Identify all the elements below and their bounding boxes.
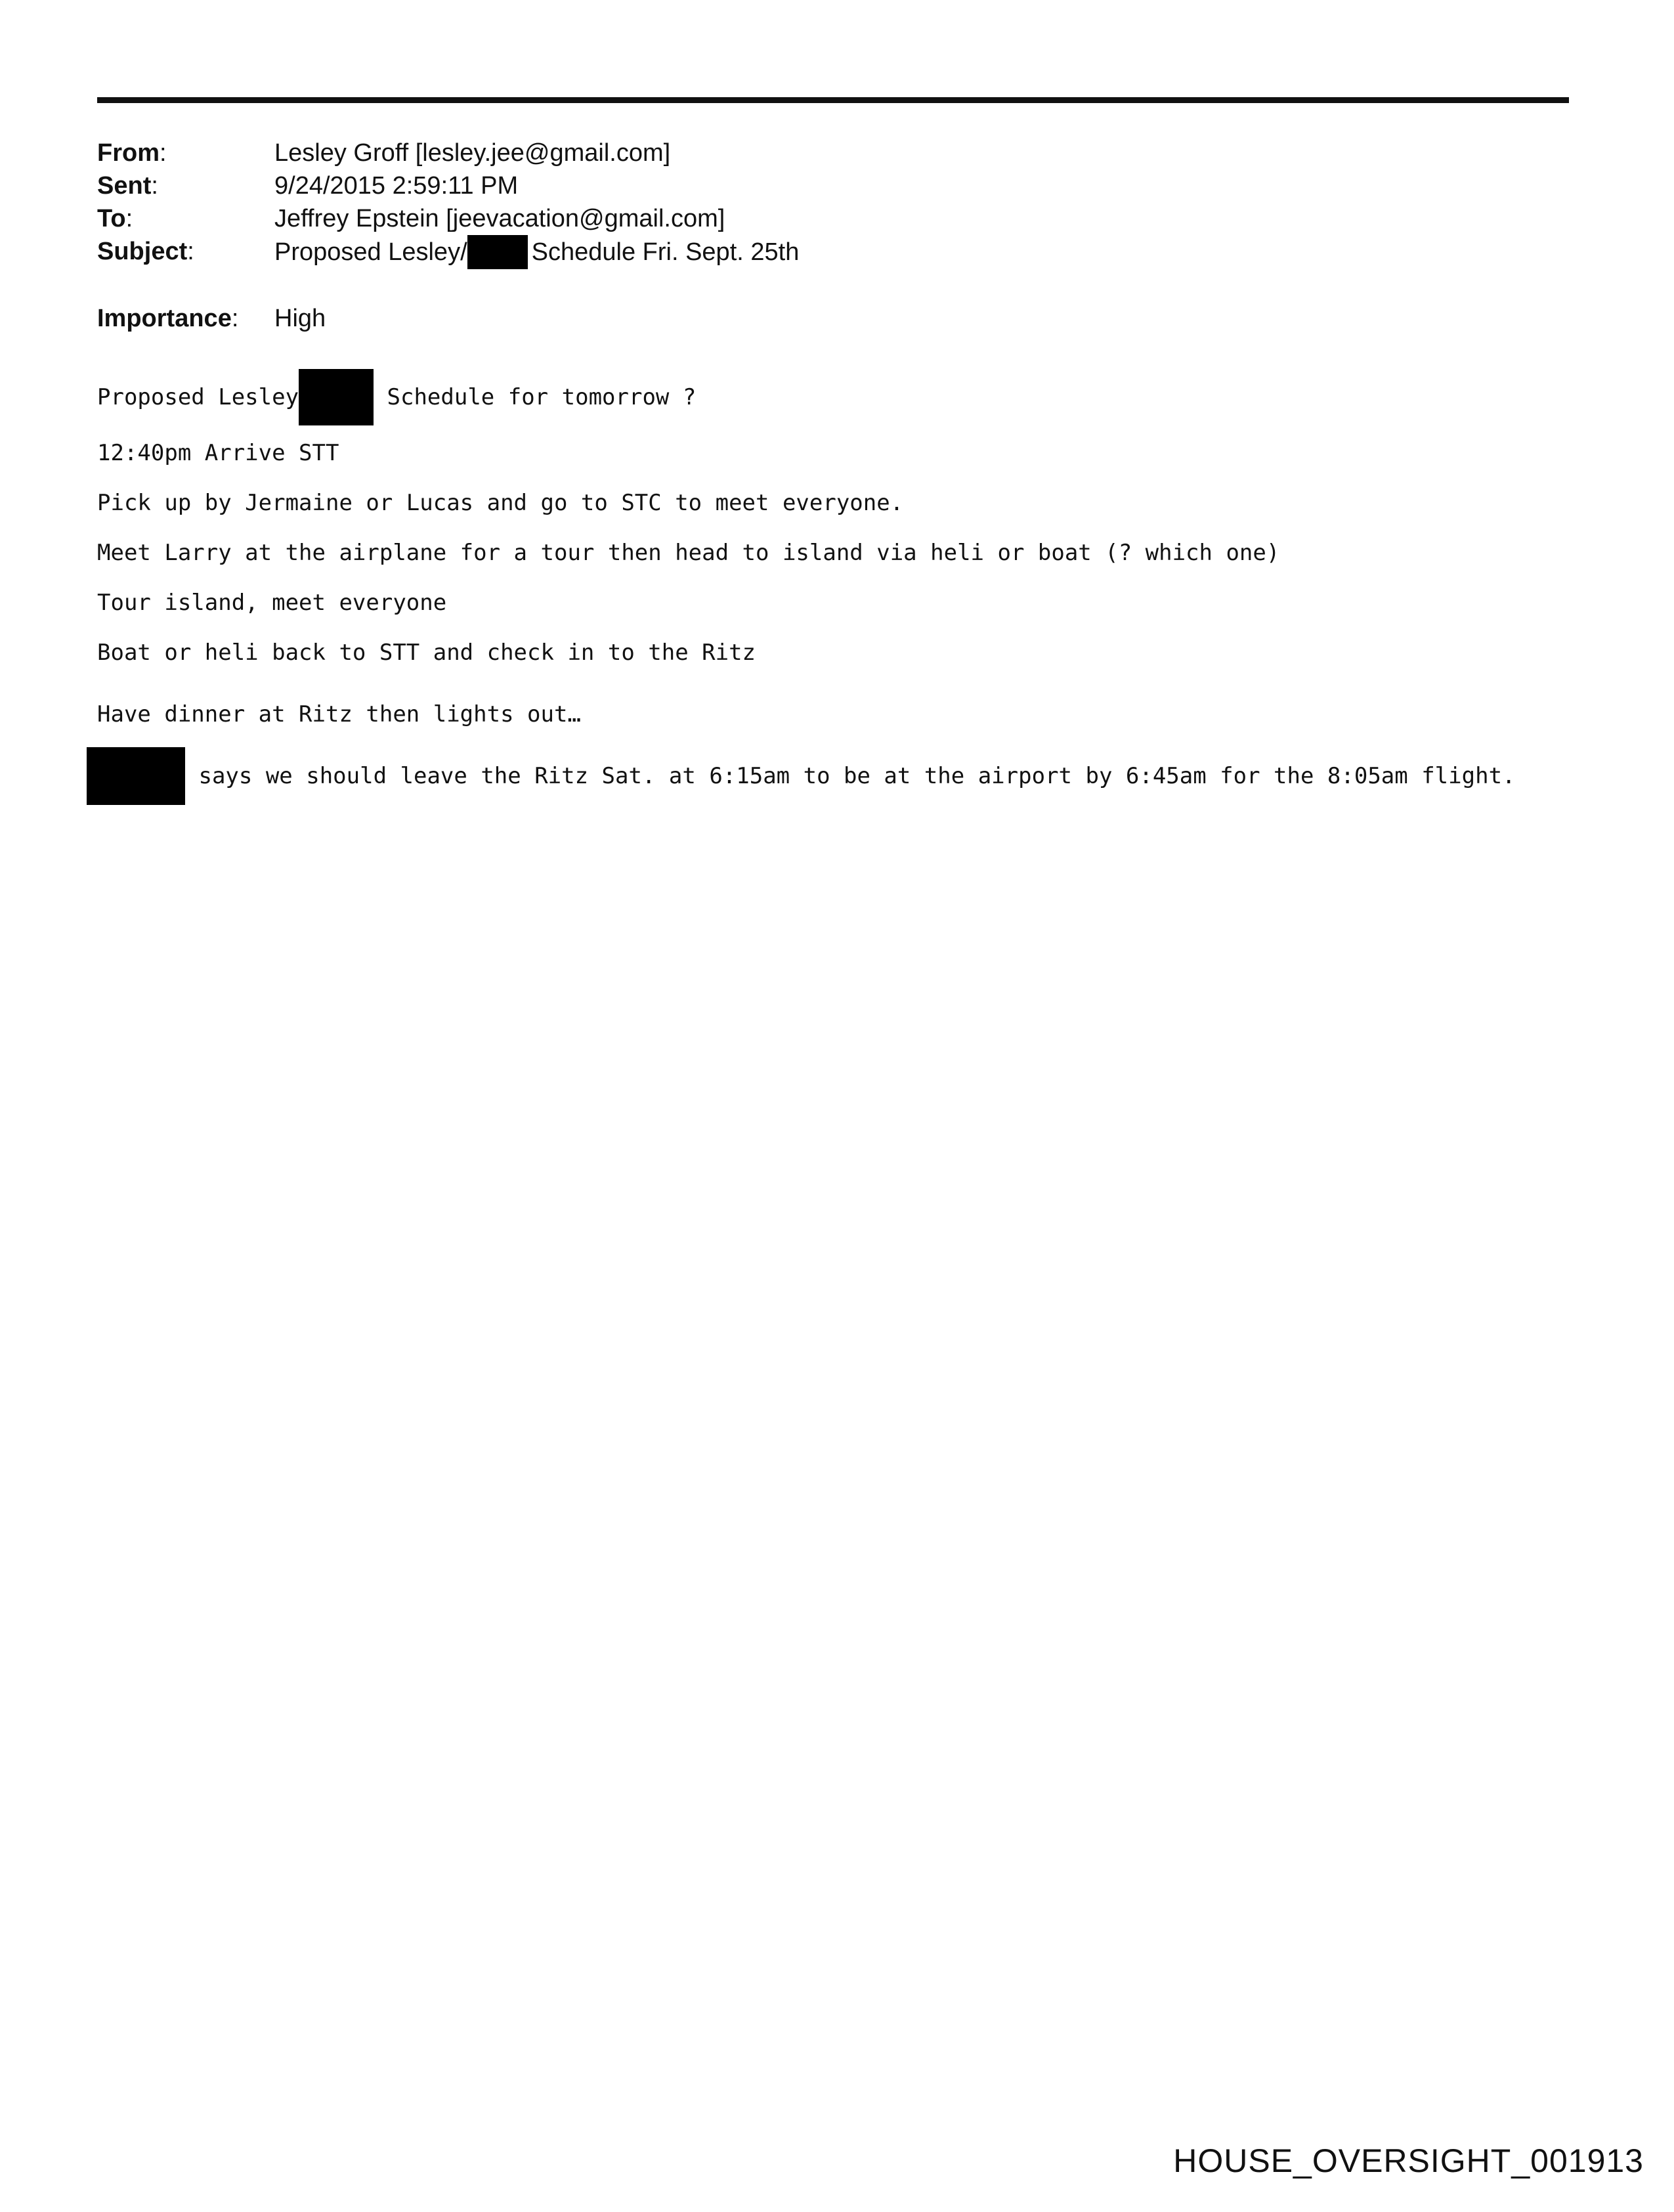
subject-row [97,235,799,269]
body-line-return: Boat or heli back to STT and check in to the Ritz [97,640,756,666]
from-value: Lesley Groff [lesley.jee@gmail.com] [274,139,671,167]
body-line-pickup: Pick up by Jermaine or Lucas and go to STC to meet everyone. [97,490,904,516]
to-row [97,202,799,235]
subject-value [274,235,799,269]
importance-row [97,302,799,335]
sent-value: 9/24/2015 2:59:11 PM [274,172,519,200]
to-label: To: [97,205,133,232]
sent-row [97,169,799,202]
intro-text-end: Schedule for tomorrow ? [374,384,697,410]
body-line-tour-island: Tour island, meet everyone [97,590,447,616]
body-line-intro [97,369,696,425]
redaction-box [467,235,528,269]
sent-label: Sent: [97,172,158,200]
redaction-box [87,747,185,805]
subject-label: Subject: [97,238,194,265]
bates-number: HOUSE_OVERSIGHT_001913 [1173,2142,1644,2179]
departure-text: says we should leave the Ritz Sat. at 6:15am to be at the airport by 6:45am for the 8:05am flight. [185,763,1516,789]
body-line-dinner: Have dinner at Ritz then lights out… [97,701,581,727]
redaction-box [299,369,374,425]
body-line-tour-plane: Meet Larry at the airplane for a tour then head to island via heli or boat (? which one) [97,540,1280,566]
importance-value: High [274,305,326,332]
subject-text-start: Proposed Lesley/ [274,238,467,266]
importance-label: Importance: [97,305,239,332]
email-headers [97,137,799,335]
to-value: Jeffrey Epstein [jeevacation@gmail.com] [274,205,725,232]
top-rule [97,97,1569,103]
body-line-departure [87,747,1516,805]
body-line-arrival: 12:40pm Arrive STT [97,440,339,466]
subject-text-end: Schedule Fri. Sept. 25th [531,238,800,266]
intro-text-start: Proposed Lesley [97,384,299,410]
from-row [97,137,799,169]
from-label: From: [97,139,167,167]
